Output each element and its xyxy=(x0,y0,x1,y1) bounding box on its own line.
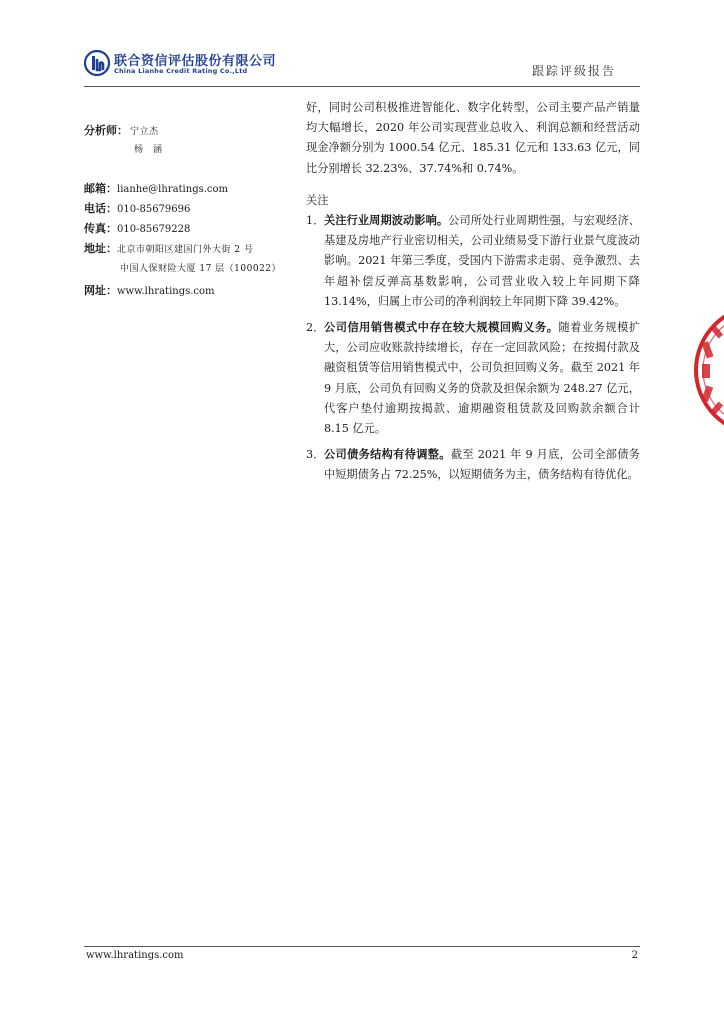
website-label: 网址： xyxy=(84,284,117,297)
page-header xyxy=(84,48,640,88)
analyst-name: 宁立杰 xyxy=(130,127,159,137)
address-line-2: 中国人保财险大厦 17 层（100022） xyxy=(120,264,282,274)
concern-number: 3． xyxy=(306,448,325,462)
main-content xyxy=(306,98,640,492)
company-logo-icon xyxy=(84,50,110,76)
concern-text: 随着业务规模扩大，公司应收账款持续增长，存在一定回款风险；在按揭付款及融资租赁等信用销售模式中，公司负担回购义务。截至 2021 年 9 月底，公司负有回购义务的贷款及担保余额为 248.27 亿元，代客户垫付逾期按揭款、逾期融资租赁款及回购款余额合计 8.15 亿元。 xyxy=(324,321,640,436)
fax-label: 传真： xyxy=(84,222,117,235)
concern-headline: 公司信用销售模式中存在较大规模回购义务。 xyxy=(324,321,559,335)
analyst-label: 分析师： xyxy=(84,124,128,137)
company-name-en: China Lianhe Credit Rating Co.,Ltd xyxy=(114,67,248,75)
concern-headline: 公司债务结构有待调整。 xyxy=(324,448,451,462)
concern-headline: 关注行业周期波动影响。 xyxy=(324,214,449,228)
email-label: 邮箱： xyxy=(84,182,117,195)
address-line-1: 北京市朝阳区建国门外大街 2 号 xyxy=(117,245,254,255)
concern-item xyxy=(306,318,640,439)
concern-text: 公司所处行业周期性强，与宏观经济、基建及房地产行业密切相关，公司业绩易受下游行业景气度波动影响。2021 年第三季度，受国内下游需求走弱、竞争激烈、去年超补偿反弹高基数影响，公司营业收入较上年同期下降 13.14%，归属上市公司的净利润较上年同期下降 39.42%。 xyxy=(324,214,640,308)
analyst-row xyxy=(84,122,159,138)
company-seal-stamp xyxy=(690,290,724,450)
intro-paragraph: 好，同时公司积极推进智能化、数字化转型，公司主要产品产销量均大幅增长，2020 年公司实现营业总收入、利润总额和经营活动现金净额分别为 1000.54 亿元、185.31 亿元和 133.63 亿元，同比分别增长 32.23%、37.74%和 0.74%。 xyxy=(306,101,640,175)
fax-value: 010-85679228 xyxy=(117,224,191,235)
email-value[interactable]: lianhe@lhratings.com xyxy=(117,184,229,195)
company-name-cn: 联合资信评估股份有限公司 xyxy=(114,54,277,69)
concern-item xyxy=(306,445,640,485)
analyst-row-2 xyxy=(134,142,163,155)
phone-row xyxy=(84,200,190,216)
website-value[interactable]: www.lhratings.com xyxy=(117,286,215,297)
website-row xyxy=(84,282,215,298)
email-row xyxy=(84,180,228,196)
analyst-name: 杨 涵 xyxy=(134,145,163,155)
concern-text: 截至 2021 年 9 月底，公司全部债务中短期债务占 72.25%，以短期债务为主，债务结构有待优化。 xyxy=(324,448,640,482)
address-label: 地址： xyxy=(84,242,117,255)
address-row-2 xyxy=(120,261,281,274)
seal-icon xyxy=(690,290,724,450)
concern-item xyxy=(306,211,640,312)
page-number: 2 xyxy=(631,950,638,961)
header-divider xyxy=(84,86,640,87)
address-row xyxy=(84,240,253,256)
footer-divider xyxy=(84,946,640,947)
concerns-list xyxy=(306,211,640,486)
phone-value: 010-85679696 xyxy=(117,204,191,215)
concern-number: 1． xyxy=(306,214,325,228)
report-type: 跟踪评级报告 xyxy=(531,64,616,78)
section-title-concerns: 关注 xyxy=(306,193,329,207)
fax-row xyxy=(84,220,190,236)
footer-website[interactable]: www.lhratings.com xyxy=(86,950,184,961)
concern-number: 2． xyxy=(306,321,325,335)
phone-label: 电话： xyxy=(84,202,117,215)
